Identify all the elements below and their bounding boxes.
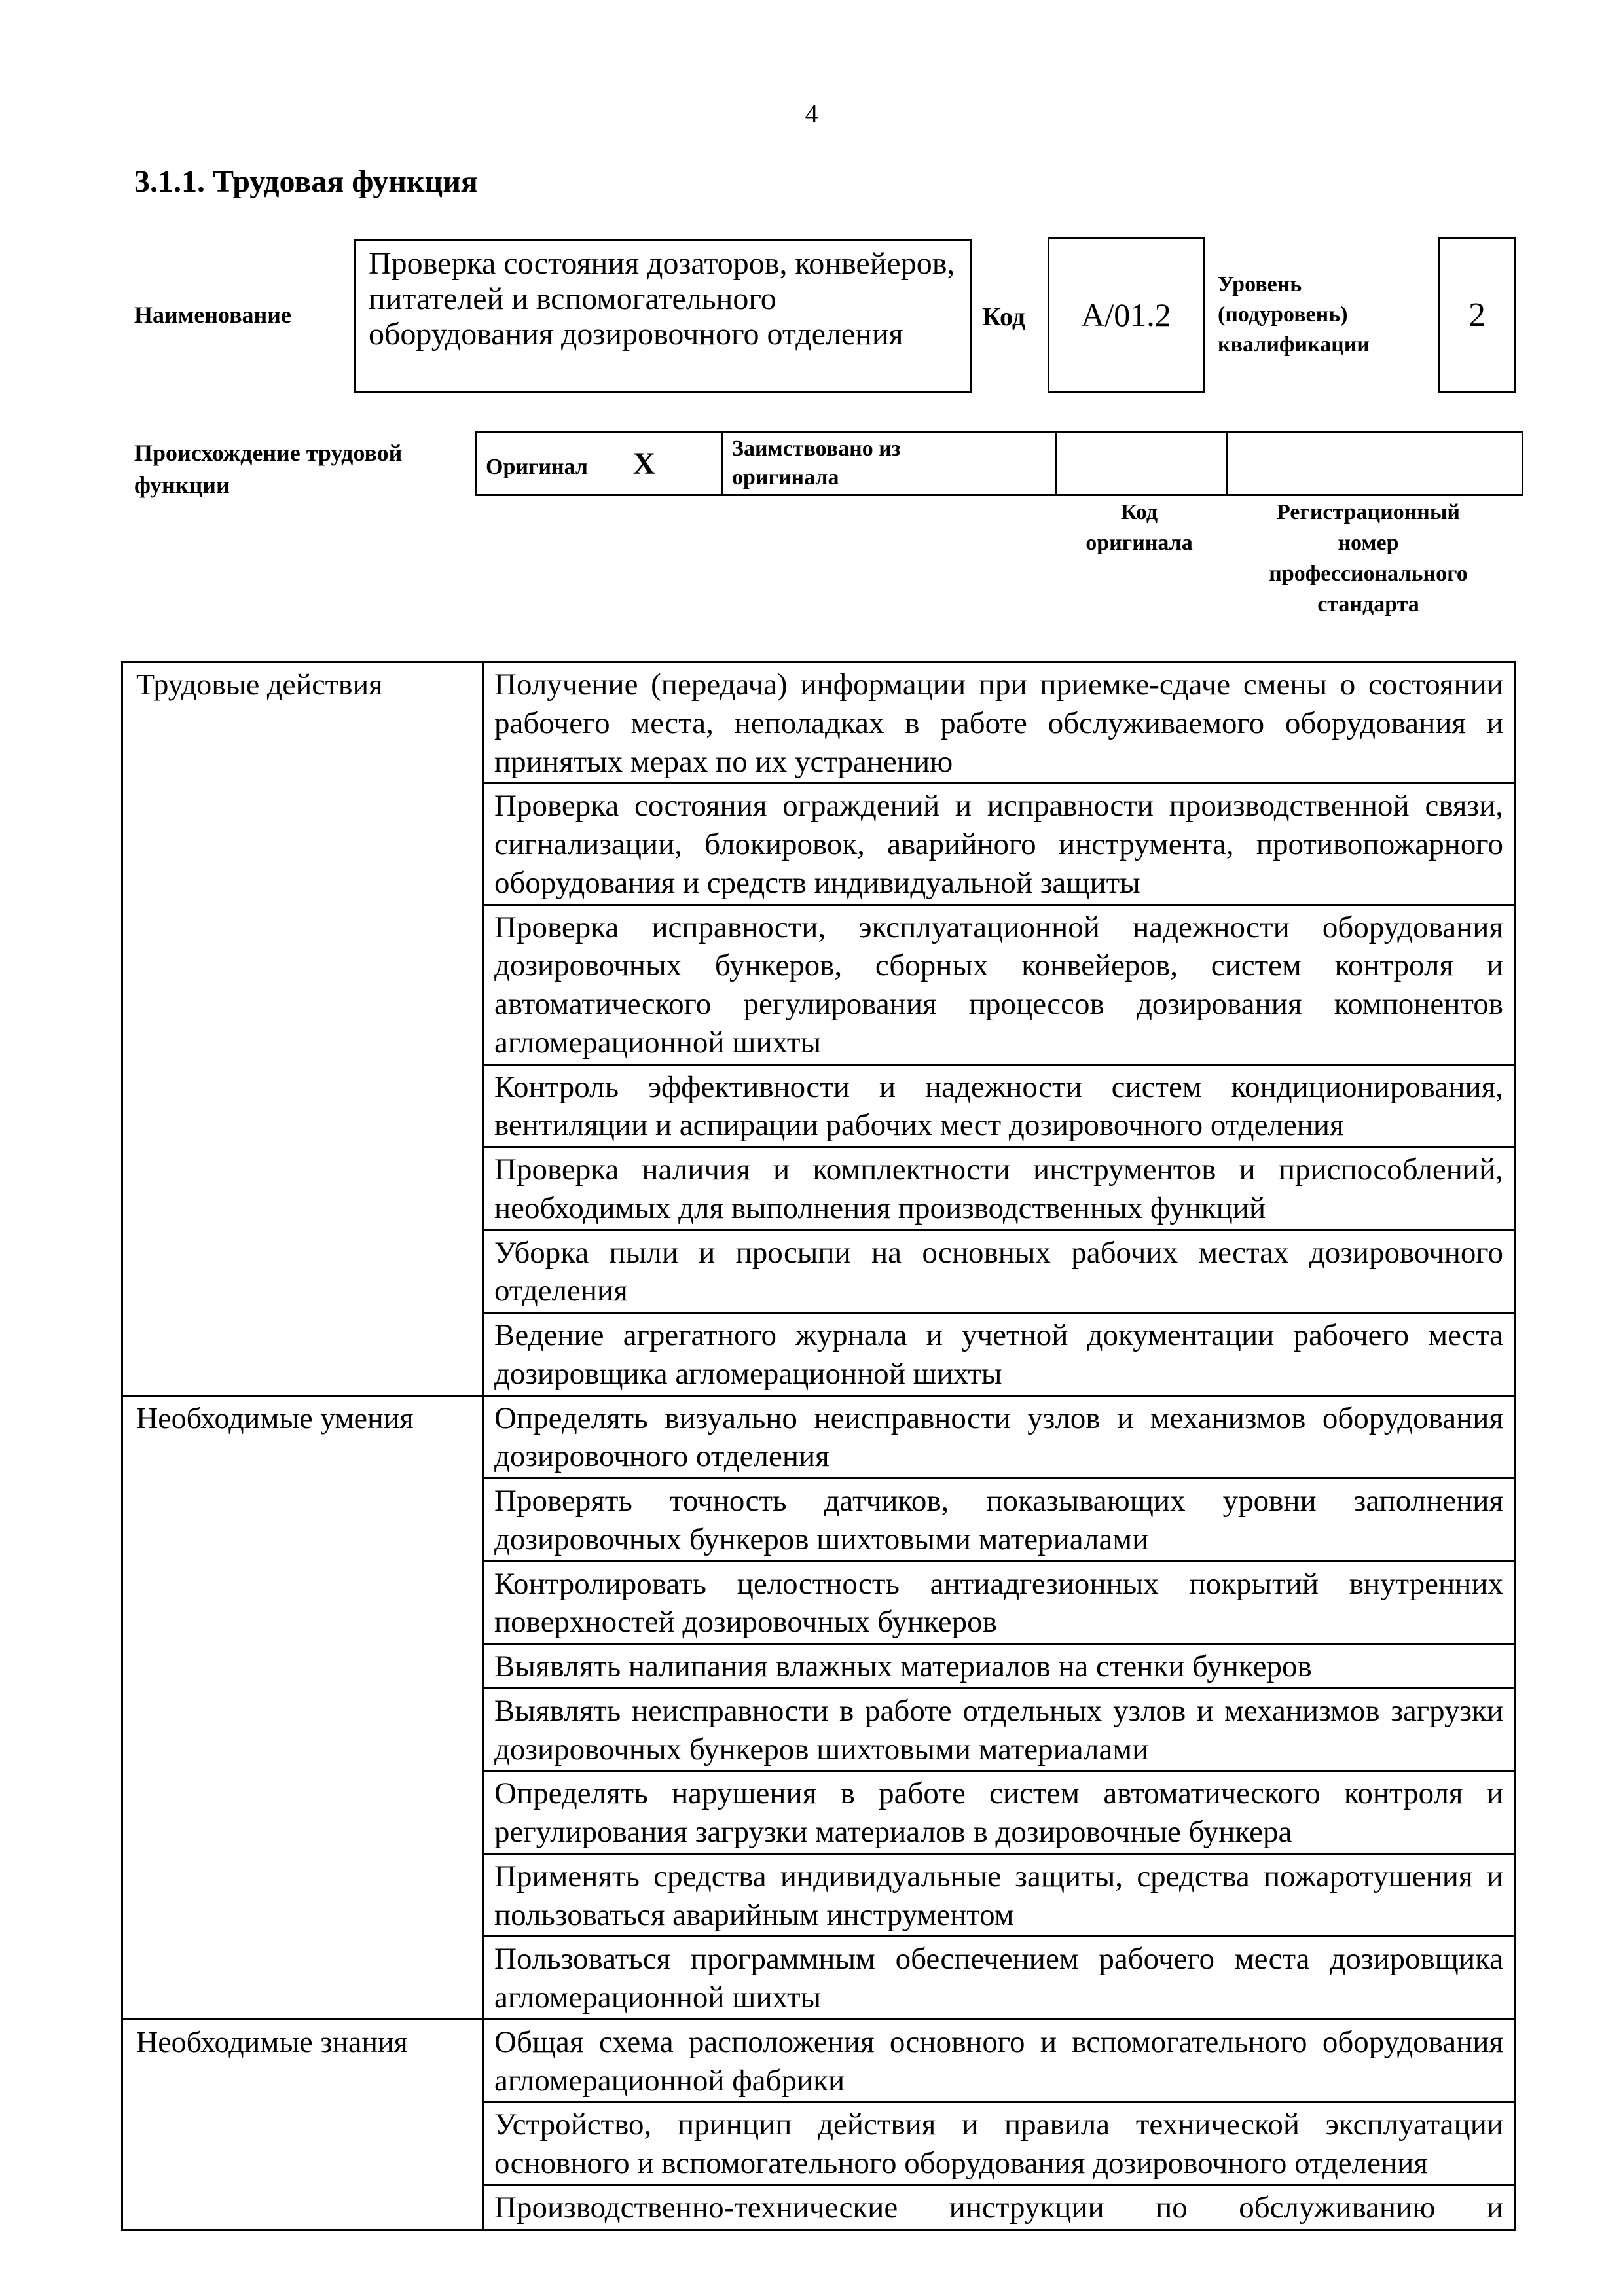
knowledge-item: Производственно-технические инструкции по обслуживанию и bbox=[483, 2185, 1515, 2229]
knowledge-item: Устройство, принцип действия и правила технической эксплуатации основного и вспомогательного оборудования дозировочного отделения bbox=[483, 2102, 1515, 2185]
reg-number-caption bbox=[1224, 497, 1512, 620]
skill-item: Определять визуально неисправности узлов и механизмов оборудования дозировочного отделения bbox=[483, 1395, 1515, 1479]
knowledge-label: Необходимые знания bbox=[122, 2019, 483, 2229]
section-title: 3.1.1. Трудовая функция bbox=[134, 164, 478, 199]
skill-item: Выявлять неисправности в работе отдельных узлов и механизмов загрузки дозировочных бункеров шихтовыми материалами bbox=[483, 1688, 1515, 1771]
original-code-cell bbox=[1057, 432, 1228, 495]
labor-action-item: Уборка пыли и просыпи на основных рабочих местах дозировочного отделения bbox=[483, 1230, 1515, 1313]
borrowed-label: Заимствовано из оригинала bbox=[732, 436, 901, 490]
page-number: 4 bbox=[805, 99, 818, 128]
skill-item: Пользоваться программным обеспечением рабочего места дозировщика агломерационной шихты bbox=[483, 1937, 1515, 2020]
labor-action-item: Получение (передача) информации при приемке-сдаче смены о состоянии рабочего места, неполадках в работе обслуживаемого оборудования и принятых мерах по их устранению bbox=[483, 662, 1515, 783]
skill-item: Проверять точность датчиков, показывающих уровни заполнения дозировочных бункеров шихтовыми материалами bbox=[483, 1479, 1515, 1562]
labor-action-item: Ведение агрегатного журнала и учетной документации рабочего места дозировщика агломерационной шихты bbox=[483, 1313, 1515, 1396]
origin-original-cell bbox=[476, 432, 722, 495]
qualification-level-label bbox=[1218, 270, 1414, 360]
knowledge-item: Общая схема расположения основного и вспомогательного оборудования агломерационной фабрики bbox=[483, 2019, 1515, 2102]
skill-item: Применять средства индивидуальные защиты, средства пожаротушения и пользоваться аварийным инструментом bbox=[483, 1854, 1515, 1937]
table-row bbox=[122, 2019, 1515, 2102]
code-label: Код bbox=[982, 302, 1026, 331]
origin-table bbox=[475, 431, 1523, 496]
original-label: Оригинал bbox=[486, 454, 588, 479]
original-code-caption bbox=[1061, 497, 1218, 559]
reg-number-cell bbox=[1228, 432, 1523, 495]
table-row bbox=[122, 662, 1515, 783]
function-name-box: Проверка состояния дозаторов, конвейеров, питателей и вспомогательного оборудования дозировочного отделения bbox=[354, 239, 972, 393]
name-label: Наименование bbox=[134, 302, 291, 328]
labor-action-item: Проверка состояния ограждений и исправности производственной связи, сигнализации, блокировок, аварийного инструмента, противопожарного оборудования и средств индивидуальной защиты bbox=[483, 783, 1515, 905]
skill-item: Определять нарушения в работе систем автоматического контроля и регулирования загрузки материалов в дозировочные бункера bbox=[483, 1771, 1515, 1854]
qualification-level-text: Уровень (подуровень) квалификации bbox=[1218, 272, 1370, 357]
skill-item: Контролировать целостность антиадгезионных покрытий внутренних поверхностей дозировочных бункеров bbox=[483, 1561, 1515, 1644]
labor-function-table bbox=[121, 661, 1516, 2231]
table-row bbox=[122, 1395, 1515, 1479]
code-value-box: А/01.2 bbox=[1048, 237, 1205, 393]
original-mark: X bbox=[632, 446, 656, 481]
qualification-level-box: 2 bbox=[1438, 237, 1516, 393]
origin-label bbox=[134, 437, 448, 501]
labor-action-item: Контроль эффективности и надежности систем кондиционирования, вентиляции и аспирации рабочих мест дозировочного отделения bbox=[483, 1064, 1515, 1147]
origin-label-text: Происхождение трудовой функции bbox=[134, 440, 403, 498]
skills-label: Необходимые умения bbox=[122, 1395, 483, 2019]
labor-action-item: Проверка наличия и комплектности инструментов и приспособлений, необходимых для выполнения производственных функций bbox=[483, 1147, 1515, 1230]
labor-action-item: Проверка исправности, эксплуатационной надежности оборудования дозировочных бункеров, сборных конвейеров, систем контроля и автоматического регулирования процессов дозирования компонентов агломерационной шихты bbox=[483, 905, 1515, 1064]
labor-actions-label: Трудовые действия bbox=[122, 662, 483, 1396]
borrowed-cell bbox=[722, 432, 1057, 495]
reg-number-caption-text: Регистрационный номер профессионального стандарта bbox=[1269, 500, 1468, 617]
skill-item: Выявлять налипания влажных материалов на стенки бункеров bbox=[483, 1644, 1515, 1689]
original-code-caption-text: Код оригинала bbox=[1085, 500, 1193, 555]
